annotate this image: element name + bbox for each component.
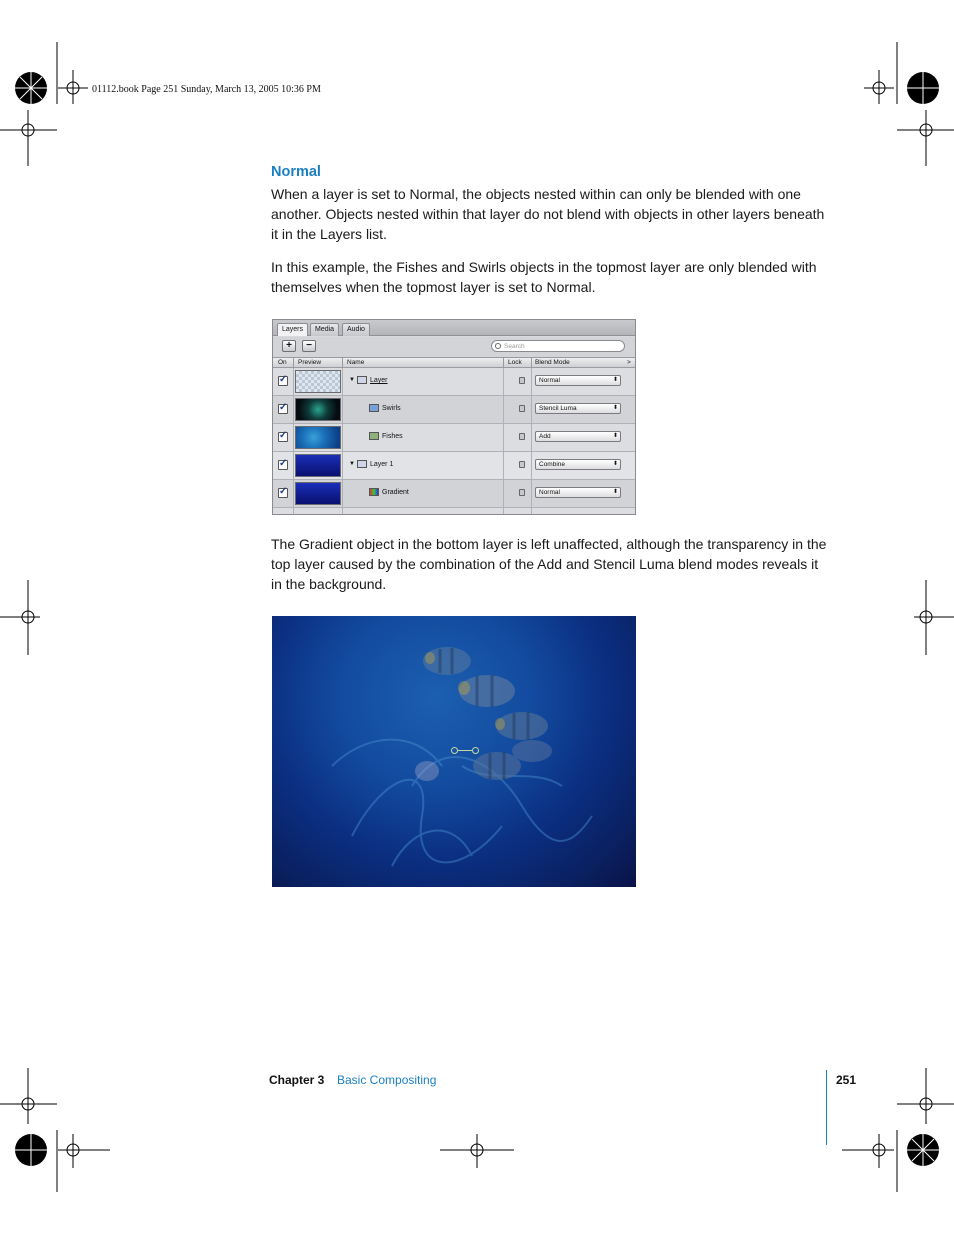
updown-arrows-icon: ⬍ [612,489,618,495]
footer-divider [826,1070,827,1145]
layer-name[interactable]: Fishes [382,433,403,440]
blend-mode-value: Add [539,433,551,440]
gradient-icon [369,488,379,496]
panel-tabs [273,320,635,336]
swirls-preview-thumbnail [295,398,341,421]
enable-checkbox[interactable] [278,432,288,442]
tab-media[interactable]: Media [310,323,339,336]
col-lock[interactable]: Lock [508,359,522,366]
layer-name[interactable]: Layer [370,377,388,384]
add-layer-button[interactable]: + [282,340,296,352]
tab-layers[interactable]: Layers [277,323,308,336]
lock-icon[interactable] [519,489,525,496]
anchor-point-handle[interactable] [451,747,458,754]
body-paragraph-3: The Gradient object in the bottom layer is left unaffected, although the transparency in the top layer caused by the combination of the Add and Stencil Luma blend modes reveals it in the background. [271,536,827,592]
disclosure-triangle-icon[interactable]: ▼ [349,377,355,383]
empty-row [273,508,635,515]
col-preview[interactable]: Preview [298,359,322,366]
lock-icon[interactable] [519,405,525,412]
remove-layer-button[interactable]: − [302,340,316,352]
blend-mode-select[interactable] [535,431,621,442]
image-icon [369,404,379,412]
layer1-preview-thumbnail [295,454,341,477]
col-name[interactable]: Name [347,359,365,366]
lock-icon[interactable] [519,461,525,468]
enable-checkbox[interactable] [278,488,288,498]
updown-arrows-icon: ⬍ [612,377,618,383]
column-headers [273,357,635,368]
layer-row[interactable] [273,452,635,480]
blend-mode-value: Stencil Luma [539,405,577,412]
section-heading: Normal [271,164,321,180]
layer-row[interactable] [273,368,635,396]
col-blend-mode[interactable]: Blend Mode [535,359,570,366]
chevron-right-icon[interactable]: > [627,359,631,366]
layer-name[interactable]: Gradient [382,489,409,496]
page-number: 251 [836,1073,857,1087]
lock-icon[interactable] [519,433,525,440]
fishes-preview-thumbnail [295,426,341,449]
panel-toolbar [273,337,635,357]
search-placeholder: Search [504,343,525,350]
footer-chapter-label: Chapter 3 [269,1073,325,1087]
layer-name[interactable]: Swirls [382,405,401,412]
layer-stack-icon [357,460,367,468]
image-icon [369,432,379,440]
layers-panel [272,319,636,515]
layer-row[interactable] [273,424,635,452]
rotation-handle-line [458,750,472,751]
search-input[interactable] [491,340,625,352]
composite-result-image [272,616,636,887]
layer-row[interactable] [273,480,635,508]
search-icon [495,343,501,349]
updown-arrows-icon: ⬍ [612,433,618,439]
lock-icon[interactable] [519,377,525,384]
layer-name[interactable]: Layer 1 [370,461,394,468]
footer-chapter-title[interactable]: Basic Compositing [337,1073,437,1087]
updown-arrows-icon: ⬍ [612,405,618,411]
tab-audio[interactable]: Audio [342,323,370,336]
blend-mode-value: Normal [539,377,560,384]
blend-mode-select[interactable] [535,403,621,414]
enable-checkbox[interactable] [278,460,288,470]
gradient-preview-thumbnail [295,482,341,505]
layer-stack-icon [357,376,367,384]
body-paragraph-1: When a layer is set to Normal, the objects nested within can only be blended with one another. Objects nested within that layer do not blend with objects in other layers beneath it in the Layers list. [271,186,825,242]
body-paragraph-2: In this example, the Fishes and Swirls objects in the topmost layer are only blended with themselves when the topmost layer is set to Normal. [271,259,817,295]
enable-checkbox[interactable] [278,376,288,386]
blend-mode-select[interactable] [535,375,621,386]
col-on[interactable]: On [278,359,287,366]
print-header-meta: 01112.book Page 251 Sunday, March 13, 2005 10:36 PM [92,84,321,95]
blend-mode-select[interactable] [535,459,621,470]
disclosure-triangle-icon[interactable]: ▼ [349,461,355,467]
layer-preview-thumbnail [295,370,341,393]
enable-checkbox[interactable] [278,404,288,414]
layer-row[interactable] [273,396,635,424]
blend-mode-select[interactable] [535,487,621,498]
rotation-handle[interactable] [472,747,479,754]
blend-mode-value: Combine [539,461,566,468]
updown-arrows-icon: ⬍ [612,461,618,467]
blend-mode-value: Normal [539,489,560,496]
